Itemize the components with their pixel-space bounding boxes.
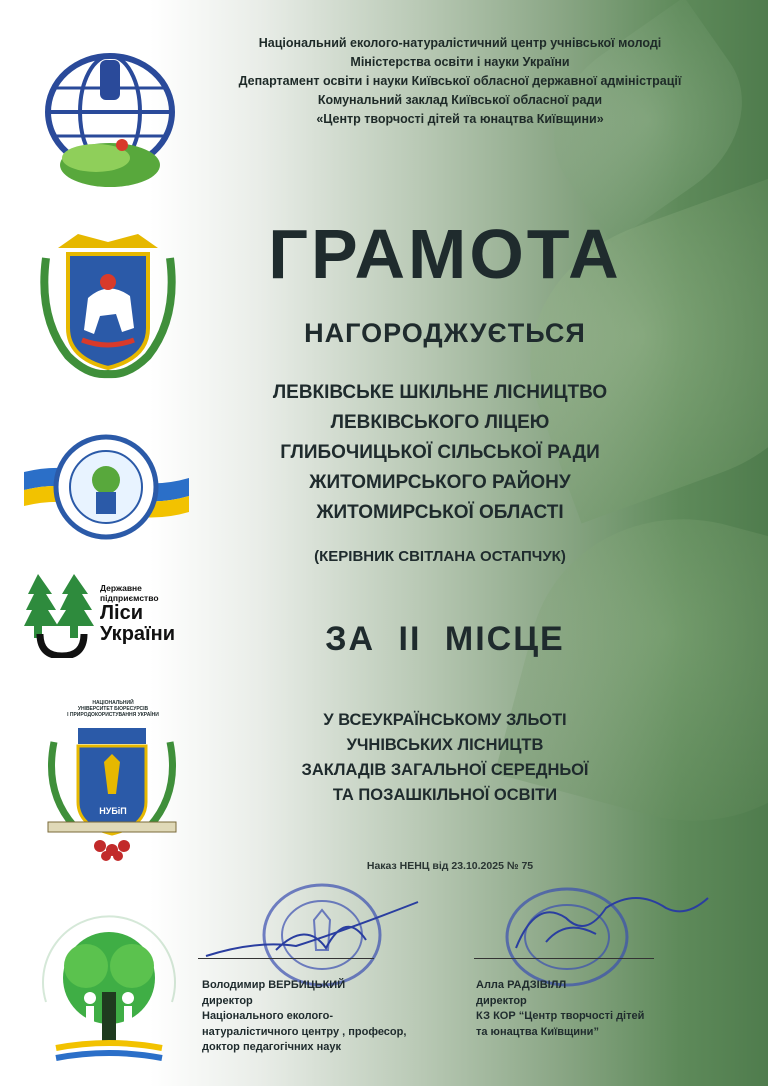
award-place: ЗА II МІСЦЕ bbox=[325, 620, 565, 658]
event-line: ЗАКЛАДІВ ЗАГАЛЬНОЇ СЕРЕДНЬОЇ bbox=[301, 761, 589, 779]
event-line: У ВСЕУКРАЇНСЬКОМУ ЗЛЬОТІ bbox=[323, 711, 567, 729]
signatory-name: Володимир ВЕРБИЦЬКИЙ bbox=[202, 979, 346, 991]
header-line: Міністерства освіти і науки України bbox=[350, 55, 570, 69]
eco-center-logo-icon bbox=[30, 30, 190, 200]
lisy-big-line: Ліси bbox=[100, 602, 144, 624]
signatory-right bbox=[476, 978, 676, 1040]
lisy-big-line: України bbox=[100, 623, 176, 645]
document-subtitle: НАГОРОДЖУЄТЬСЯ bbox=[304, 318, 586, 348]
signatory-left bbox=[202, 978, 462, 1056]
header-line: «Центр творчості дітей та юнацтва Київщини» bbox=[316, 112, 604, 126]
signatory-position: директор bbox=[202, 994, 253, 1007]
foresters-society-logo-icon bbox=[26, 892, 192, 1072]
recipient-leader: (КЕРІВНИК СВІТЛАНА ОСТАПЧУК) bbox=[314, 548, 566, 565]
creativity-center-logo-icon bbox=[24, 432, 189, 542]
signatory-name: Алла РАДЗІВІЛЛ bbox=[476, 979, 567, 991]
recipient-block bbox=[200, 378, 680, 528]
recipient-line: ЖИТОМИРСЬКОЇ ОБЛАСТІ bbox=[316, 502, 564, 523]
signatory-org-line: доктор педагогічних наук bbox=[202, 1041, 341, 1053]
header-line: Комунальний заклад Київської обласної ради bbox=[317, 93, 603, 107]
signatory-org-line: КЗ КОР “Центр творчості дітей bbox=[476, 1010, 645, 1022]
event-line: УЧНІВСЬКИХ ЛІСНИЦТВ bbox=[346, 736, 544, 754]
nubip-caption-line: НАЦІОНАЛЬНИЙ bbox=[92, 700, 134, 706]
document-title: ГРАМОТА bbox=[268, 215, 622, 293]
header-line: Департамент освіти і науки Київської обласної державної адміністрації bbox=[238, 74, 682, 88]
kyiv-oblast-coat-of-arms-icon bbox=[38, 228, 178, 380]
issuer-header bbox=[190, 34, 730, 129]
signatory-org-line: Національного еколого- bbox=[202, 1010, 333, 1022]
recipient-line: ГЛИБОЧИЦЬКОЇ СІЛЬСЬКОЇ РАДИ bbox=[280, 442, 600, 463]
nubip-caption-line: УНІВЕРСИТЕТ БІОРЕСУРСІВ bbox=[77, 706, 149, 712]
event-line: ТА ПОЗАШКІЛЬНОЇ ОСВІТИ bbox=[332, 786, 558, 804]
signature-line-left bbox=[198, 958, 374, 959]
recipient-line: ЛЕВКІВСЬКЕ ШКІЛЬНЕ ЛІСНИЦТВО bbox=[272, 382, 608, 403]
signatory-org-line: та юнацтва Київщини” bbox=[476, 1025, 599, 1038]
recipient-line: ЛЕВКІВСЬКОГО ЛІЦЕЮ bbox=[330, 412, 550, 433]
recipient-line: ЖИТОМИРСЬКОГО РАЙОНУ bbox=[309, 472, 571, 493]
signature-right-icon bbox=[476, 878, 716, 968]
signatory-position: директор bbox=[476, 994, 527, 1007]
lisy-ukrainy-wordmark bbox=[100, 583, 175, 645]
nubip-coat-of-arms-icon bbox=[44, 722, 180, 862]
signature-line-right bbox=[474, 958, 654, 959]
event-block bbox=[230, 708, 660, 808]
nubip-shield-label: НУБіП bbox=[99, 806, 127, 816]
order-reference: Наказ НЕНЦ від 23.10.2025 № 75 bbox=[366, 860, 534, 872]
nubip-caption-line: І ПРИРОДОКОРИСТУВАННЯ УКРАЇНИ bbox=[67, 712, 159, 718]
lisy-small-line: Державне bbox=[100, 583, 142, 593]
lisy-ukrainy-logo-icon bbox=[24, 574, 100, 658]
signatory-org-line: натуралістичного центру , професор, bbox=[202, 1025, 407, 1038]
header-line: Національний еколого-натуралістичний центр учнівської молоді bbox=[258, 36, 662, 50]
nubip-caption bbox=[58, 700, 168, 718]
lisy-small-line: підприємство bbox=[100, 593, 159, 603]
